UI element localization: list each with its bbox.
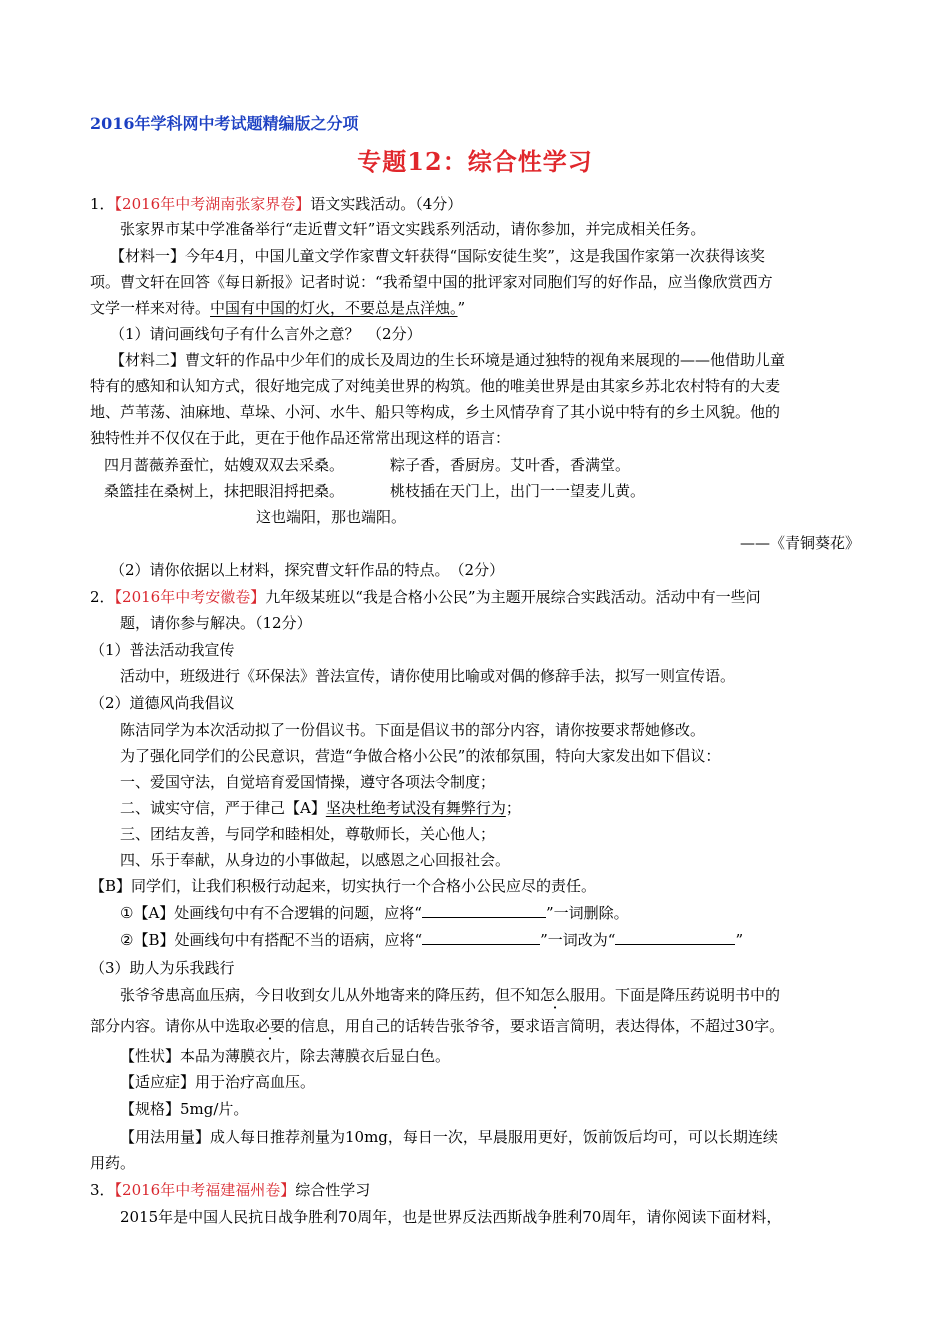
proposal-item: 一、爱国守法，自觉培育爱国情操，遵守各项法令制度； [120, 773, 496, 791]
sub-question: （1）请问画线句子有什么言外之意？ （2分） [110, 325, 422, 343]
fill-question-b [120, 930, 743, 950]
proposal-item: 三、团结友善，与同学和睦相处，尊敬师长，关心他人； [120, 825, 496, 843]
spec-item: 【用法用量】成人每日推荐剂量为10mg，每日一次，早晨服用更好，饭前饭后均可，可以长期连续 [120, 1128, 778, 1146]
proposal-text: 为了强化同学们的公民意识，营造“争做合格小公民”的浓郁氛围，特向大家发出如下倡议： [120, 747, 721, 765]
question-number: 1． [90, 195, 115, 213]
material-text: 特有的感知和认知方式，很好地完成了对纯美世界的构筑。他的唯美世界是由其家乡苏北农村特有的大麦 [90, 377, 781, 395]
text-span: ”一词删除。 [545, 904, 629, 922]
text-span: ； [505, 799, 521, 817]
material-text: 项。曹文轩在回答《每日新报》记者时说：“我希望中国的批评家对同胞们写的好作品，应当像欣赏西方 [90, 273, 773, 291]
answer-blank[interactable] [615, 930, 735, 945]
material-text: 独特性并不仅仅在于此，更在于他作品还常常出现这样的语言： [90, 429, 511, 447]
question-3-heading [90, 1180, 370, 1200]
page-title: 专题12：综合性学习 [357, 147, 593, 176]
part-title: （3）助人为乐我践行 [90, 959, 235, 977]
question-1-heading [90, 194, 462, 214]
text-span: ②【B】处画线句中有搭配不当的语病，应将“ [120, 931, 423, 949]
spec-item: 【性状】本品为薄膜衣片，除去薄膜衣后显白色。 [120, 1047, 451, 1065]
answer-blank[interactable] [422, 903, 546, 918]
underlined-sentence: 坚决杜绝考试没有舞弊行为 [325, 799, 506, 817]
answer-blank[interactable] [422, 930, 540, 945]
source-tag: 【2016年中考福建福州卷】 [114, 1181, 296, 1199]
text-span: 的信息，用自己的话转告张爷爷，要求语言简明，表达得体，不超过30字。 [285, 1017, 785, 1035]
question-stem: 综合性学习 [295, 1181, 371, 1199]
source-tag: 【2016年中考湖南张家界卷】 [114, 195, 311, 213]
paragraph: 2015年是中国人民抗日战争胜利70周年，也是世界反法西斯战争胜利70周年，请你阅读下面材料， [120, 1208, 782, 1226]
text-span: ” [457, 299, 466, 317]
material-text: 【材料一】今年4月，中国儿童文学作家曹文轩获得“国际安徒生奖”，这是我国作家第一次获得该奖 [110, 247, 765, 265]
text-span: ”一词改为“ [540, 931, 616, 949]
part-title: （1）普法活动我宣传 [90, 641, 235, 659]
document-header: 2016年学科网中考试题精编版之分项 [90, 114, 359, 133]
poem-line: 粽子香，香厨房。艾叶香，香满堂。 [390, 456, 631, 474]
question-number: 3． [90, 1181, 115, 1199]
material-text: 地、芦苇荡、油麻地、草垛、小河、水牛、船只等构成，乡土风情孕育了其小说中特有的乡土风貌。他的 [90, 403, 781, 421]
text-span: 。下面是降压药说明书中的 [600, 986, 781, 1004]
text-span: 部分内容。请你从中选取 [90, 1017, 256, 1035]
question-stem: 语文实践活动。（4分） [310, 195, 463, 213]
poem-line: 四月蔷薇养蚕忙，姑嫂双双去采桑。 [104, 456, 345, 474]
proposal-item [120, 798, 521, 818]
part-title: （2）道德风尚我倡议 [90, 694, 235, 712]
paragraph: 张家界市某中学准备举行“走近曹文轩”语文实践系列活动，请你参加，并完成相关任务。 [120, 220, 706, 238]
proposal-text: 【B】同学们，让我们积极行动起来，切实执行一个合格小公民应尽的责任。 [90, 877, 597, 895]
paragraph: 活动中，班级进行《环保法》普法宣传，请你使用比喻或对偶的修辞手法，拟写一则宣传语。 [120, 667, 736, 685]
paragraph [120, 985, 780, 1005]
proposal-item: 四、乐于奉献，从身边的小事做起，以感恩之心回报社会。 [120, 851, 511, 869]
spec-item: 用药。 [90, 1154, 136, 1172]
material-text [90, 298, 465, 318]
text-span: ” [735, 931, 744, 949]
question-number: 2． [90, 588, 115, 606]
spec-item: 【适应症】用于治疗高血压。 [120, 1073, 316, 1091]
poem-source: ——《青铜葵花》 [739, 534, 860, 552]
emphasis-text: 必要 [255, 1017, 286, 1035]
question-2-heading [90, 587, 761, 607]
poem-line: 这也端阳，那也端阳。 [256, 508, 407, 526]
poem-line: 桃枝插在天门上，出门一一望麦儿黄。 [390, 482, 646, 500]
spec-item: 【规格】5mg/片。 [120, 1100, 249, 1118]
text-span: 张爷爷患高血压病，今日收到女儿从外地寄来的降压药，但 [120, 986, 511, 1004]
sub-question: （2）请你依据以上材料，探究曹文轩作品的特点。 （2分） [110, 561, 505, 579]
text-span: ①【A】处画线句中有不合逻辑的问题，应将“ [120, 904, 422, 922]
paragraph: 陈洁同学为本次活动拟了一份倡议书。下面是倡议书的部分内容，请你按要求帮她修改。 [120, 721, 706, 739]
text-span: 二、诚实守信，严于律己【A】 [120, 799, 326, 817]
fill-question-a [120, 903, 629, 923]
question-stem: 题，请你参与解决。（12分） [120, 614, 312, 632]
paragraph [90, 1016, 784, 1036]
poem-line: 桑篮挂在桑树上，抹把眼泪捋把桑。 [104, 482, 345, 500]
emphasis-text: 不知怎么服用 · [510, 986, 600, 1004]
source-tag: 【2016年中考安徽卷】 [114, 588, 266, 606]
material-text: 【材料二】曹文轩的作品中少年们的成长及周边的生长环境是通过独特的视角来展现的——他借助儿童 [110, 351, 786, 369]
text-span: 文学一样来对待。 [90, 299, 211, 317]
question-stem: 九年级某班以“我是合格小公民”为主题开展综合实践活动。活动中有一些问 [265, 588, 761, 606]
underlined-sentence: 中国有中国的灯火，不要总是点洋烛。 [210, 299, 458, 317]
